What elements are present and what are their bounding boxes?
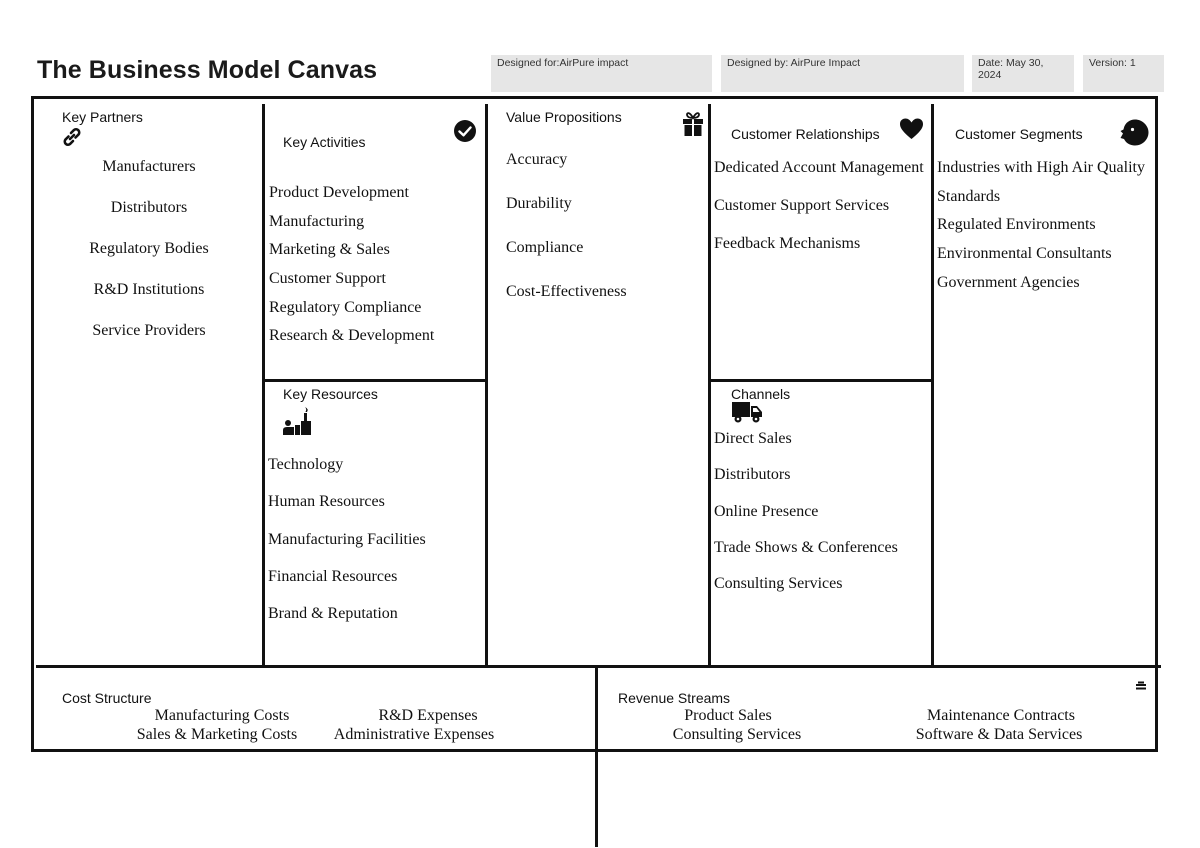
cost-item: Sales & Marketing Costs <box>136 726 298 743</box>
list-item: Marketing & Sales <box>269 241 390 259</box>
cost-structure-title: Cost Structure <box>62 690 152 706</box>
divider-cost-revenue <box>595 667 598 847</box>
money-icon <box>1135 678 1147 688</box>
value-propositions-list <box>506 151 627 327</box>
list-item: Manufacturing <box>269 212 365 230</box>
link-icon <box>60 125 84 149</box>
list-item: Trade Shows & Conferences <box>714 538 898 556</box>
list-item: Direct Sales <box>714 430 792 447</box>
gift-icon <box>681 111 705 137</box>
list-item: Research & Development <box>269 327 435 345</box>
list-item: Consulting Services <box>714 575 843 593</box>
key-partners-title: Key Partners <box>62 109 143 125</box>
key-partners-list <box>46 158 252 363</box>
list-item: Distributors <box>714 466 791 484</box>
list-item: Distributors <box>110 199 188 216</box>
list-item: Durability <box>506 195 572 212</box>
key-resources-list <box>268 456 426 642</box>
face-icon <box>1119 118 1150 147</box>
list-item: Cost-Effectiveness <box>506 283 627 300</box>
list-item: Financial Resources <box>268 567 398 585</box>
factory-worker-icon <box>282 407 314 437</box>
heart-icon <box>899 117 924 141</box>
customer-relationships-title: Customer Relationships <box>731 126 880 142</box>
divider-value-relationships <box>708 104 711 667</box>
channels-list <box>714 430 898 611</box>
revenue-streams-title: Revenue Streams <box>618 690 731 706</box>
canvas-right-border <box>1155 96 1158 752</box>
truck-icon <box>731 401 763 423</box>
check-circle-icon <box>453 119 477 143</box>
revenue-item: Consulting Services <box>672 726 802 743</box>
canvas-left-border <box>31 96 34 752</box>
customer-segments-title: Customer Segments <box>955 126 1083 142</box>
divider-partners-activities <box>262 104 265 667</box>
list-item: Government Agencies <box>937 273 1080 291</box>
divider-activities-value <box>485 104 488 667</box>
list-item: Brand & Reputation <box>268 605 398 623</box>
list-item: Standards <box>937 187 1001 205</box>
customer-relationships-list <box>714 159 924 273</box>
list-item: Environmental Consultants <box>937 245 1112 263</box>
list-item: Regulatory Bodies <box>89 240 209 257</box>
key-activities-title: Key Activities <box>283 134 366 150</box>
revenue-item: Maintenance Contracts <box>927 707 1075 724</box>
revenue-item: Software & Data Services <box>915 726 1083 743</box>
key-activities-list <box>269 184 434 356</box>
list-item: Technology <box>268 456 344 473</box>
key-resources-title: Key Resources <box>283 386 378 402</box>
cost-item: R&D Expenses <box>378 707 478 724</box>
list-item: Industries with High Air Quality <box>937 159 1145 176</box>
divider-relationships-segments <box>931 104 934 667</box>
revenue-item: Product Sales <box>684 707 772 724</box>
list-item: Service Providers <box>92 322 206 339</box>
date-field[interactable]: Date: May 30, 2024 <box>972 55 1074 92</box>
divider-activities-resources <box>263 379 487 382</box>
designed-by-field[interactable]: Designed by: AirPure Impact <box>721 55 964 92</box>
list-item: Manufacturers <box>102 158 196 175</box>
list-item: Customer Support Services <box>714 197 890 214</box>
list-item: Dedicated Account Management <box>714 159 924 176</box>
value-propositions-title: Value Propositions <box>506 109 622 125</box>
list-item: Human Resources <box>268 493 385 511</box>
list-item: Manufacturing Facilities <box>268 530 426 548</box>
list-item: Feedback Mechanisms <box>714 235 861 252</box>
list-item: Regulated Environments <box>937 216 1096 234</box>
cost-item: Manufacturing Costs <box>154 707 290 724</box>
cost-item: Administrative Expenses <box>333 726 495 743</box>
list-item: Accuracy <box>506 151 568 168</box>
cost-revenue-divider <box>36 665 1161 668</box>
list-item: Regulatory Compliance <box>269 298 422 316</box>
version-field[interactable]: Version: 1 <box>1083 55 1164 92</box>
list-item: Product Development <box>269 184 409 201</box>
list-item: Online Presence <box>714 502 819 520</box>
channels-title: Channels <box>731 386 791 402</box>
list-item: Compliance <box>506 239 584 256</box>
list-item: R&D Institutions <box>93 281 205 298</box>
customer-segments-list <box>937 159 1145 302</box>
canvas-top-border <box>31 96 1158 99</box>
designed-for-field[interactable]: Designed for:AirPure impact <box>491 55 712 92</box>
page-title: The Business Model Canvas <box>37 56 378 84</box>
list-item: Customer Support <box>269 270 386 288</box>
divider-relationships-channels <box>709 379 933 382</box>
